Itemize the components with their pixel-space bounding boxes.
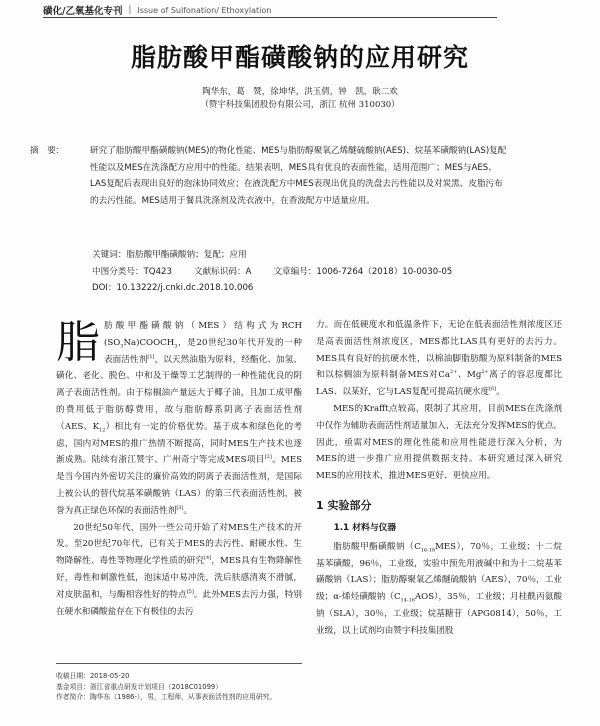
intro-paragraph-2 — [56, 520, 302, 621]
text: 、Mg — [457, 370, 482, 381]
subscript: 12 — [99, 427, 106, 434]
clc-number: 中图分类号：TQ423 — [92, 267, 172, 277]
text: 。 — [496, 387, 505, 398]
text: MES），70％，工业级；十二烷基苯磺酸，96％，工业级，实验中预先用液碱中和为十二烷基苯磺酸钠（LAS）；脂肪醇聚氧乙烯醚硫酸钠（AES），70％，工业级；α-烯烃磺酸钠（C — [316, 541, 562, 603]
materials-paragraph — [316, 539, 562, 640]
text: ，以天然油脂为原料，经酯化、加氢、磺化、老化、脱色、中和及干燥等工艺制得的一种性能优良的阴离子表面活性剂。由于棕榈油产量远大于椰子油，且加工成甲酯的费用低于脂肪醇费用，故与脂肪醇系阴离子表面活性剂（AES、K — [56, 354, 302, 432]
document-code: 文献标识码：A — [193, 267, 252, 277]
citation[interactable]: [3] — [176, 504, 184, 511]
footnote-rule — [56, 663, 302, 664]
superscript: 2+ — [449, 369, 458, 376]
paper-title: 脂肪酸甲酯磺酸钠的应用研究 — [130, 43, 469, 72]
text: AOS），35％，工业级；月桂酰丙氨酸钠（SLA），30％，工业级；烷基糖苷（APG0814），50％，工业级，以上试剂均由赞宇科技集团股 — [316, 592, 562, 636]
abstract — [30, 143, 510, 209]
keywords: 关键词：脂肪酸甲酯磺酸钠；复配；应用 — [92, 250, 247, 260]
subscript: 3 — [120, 343, 124, 350]
drop-cap: 脂 — [56, 317, 100, 368]
text: 力。而在低硬度水和低温条件下，无论在低表面活性剂浓度区还是高表面活性剂浓度区，MES都比LAS具有更好的去污力。MES具有良好的抗硬水性，以棉油脚脂肪酸为原料制备的MES和以棕榈油为原料制备MES对Ca — [316, 320, 562, 381]
doi: DOI：10.13222/j.cnki.dc.2018.10.006 — [92, 283, 254, 293]
intro-paragraph-1 — [56, 318, 302, 520]
affiliation: （赞宇科技集团股份有限公司，浙江 杭州 310030） — [200, 100, 400, 110]
superscript: 2+ — [481, 369, 489, 376]
subscript: 14-16 — [400, 597, 415, 604]
text: 肪酸甲酯磺酸钠（MES）结构式为RCH (SO — [104, 321, 302, 348]
footnotes — [56, 671, 316, 703]
journal-name: 磺化/乙氧基化专刊 — [43, 6, 123, 17]
intro-paragraph-4: MES的Krafft点较高，限制了其应用，目前MES在洗涤剂中仅作为辅助表面活性剂适量加入，无法充分发挥MES的优点。因此，亟需对MES的理化性能和应用性能进行深入分析，为MES的进一步推广应用提供数据支持。本研究通过深入研究MES的应用技术，推进MES更好、更快应用。 — [316, 403, 562, 482]
text: ，MES具有生物降解性好，毒性和刺激性低，泡沫适中易冲洗，洗后肤感清爽不滑腻，对皮肤温和，与酶相容性好的特点 — [56, 556, 302, 600]
abstract-label: 摘 要： — [30, 146, 65, 156]
section-heading: 1 实验部分 — [316, 498, 372, 512]
text: 脂肪酸甲酯磺酸钠（C — [333, 541, 421, 552]
subscript: 16-18 — [420, 547, 436, 554]
text: Na)COOCH — [123, 337, 175, 348]
fund-project: 基金项目：浙江省重点研发计划项目（2018C01099） — [56, 682, 223, 691]
text: 。MES是当今国内外密切关注的廉价高效的阴离子表面活性剂，是国际上被公认的替代烷基苯磺酸钠（LAS）的第三代表面活性剂，被誉为真正绿色环保的表面活性剂 — [56, 455, 302, 516]
citation[interactable]: [1] — [147, 353, 155, 360]
text: ，是20世纪30年代开发的一种表面活性剂 — [104, 337, 302, 365]
abstract-text: 研究了脂肪酸甲酯磺酸钠(MES)的物化性能、MES与脂肪醇聚氧乙烯醚硫酸钠(AES)、烷基苯磺酸钠(LAS)复配性能以及MES在洗涤配方应用中的性能。结果表明，MES具有优良的表面性能，适用范围广；MES与AES、LAS复配后表现出良好的泡沫协同效应；在液洗配方中MES表现出优良的洗盘去污性能以及对炭黑、皮脂污布的去污性能。MES适用于餐具洗涤剂及洗衣液中，在香波配方中适量应用。 — [90, 146, 507, 206]
subsection-heading: 1.1 材料与仪器 — [333, 522, 397, 533]
citation[interactable]: [5] — [186, 588, 194, 595]
received-date: 收稿日期：2018-05-20 — [56, 672, 130, 680]
intro-paragraph-3 — [316, 317, 562, 401]
author-bio: 作者简介：陶华东（1986-），男，工程师，从事表面活性剂的应用研究。 — [56, 693, 277, 701]
text: ）相比有一定的价格优势。基于成本和绿色化的考虑，国内对MES的推广热情不断提高，同时MES生产技术也逐渐成熟。陆续有浙江赞宇、广州奇宁等完成MES项目 — [56, 421, 302, 466]
article-number: 文章编号：1006-7264（2018）10-0030-05 — [273, 267, 453, 277]
authors: 陶华东，葛 赞，徐坤华，洪玉倩，钟 凯，耿二欢 — [202, 87, 398, 97]
left-column — [56, 318, 302, 620]
text: 离子的容忍度都比LAS、以某好，它与LAS复配可提高抗硬水度 — [316, 370, 562, 398]
text: 。此外MES去污力强，特别在硬水和磷酸盐存在下有极佳的去污 — [56, 589, 302, 617]
right-column — [316, 317, 562, 640]
header-separator: | — [128, 5, 132, 15]
text: 。 — [183, 505, 193, 516]
issue-name: Issue of Sulfonation/ Ethoxylation — [137, 5, 272, 15]
subscript: 3 — [174, 343, 178, 350]
citation[interactable]: [6] — [489, 386, 497, 393]
running-header — [43, 3, 497, 17]
text: 20世纪50年代，国外一些公司开始了对MES生产技术的开发。至20世纪70年代，已有关于MES的去污性、耐硬水性、生物降解性、毒性等物理化学性质的研究 — [56, 522, 302, 567]
header-rule — [43, 17, 497, 18]
citation[interactable]: [4] — [204, 555, 212, 562]
citation[interactable]: [2] — [264, 454, 272, 461]
classification-line — [92, 265, 512, 277]
